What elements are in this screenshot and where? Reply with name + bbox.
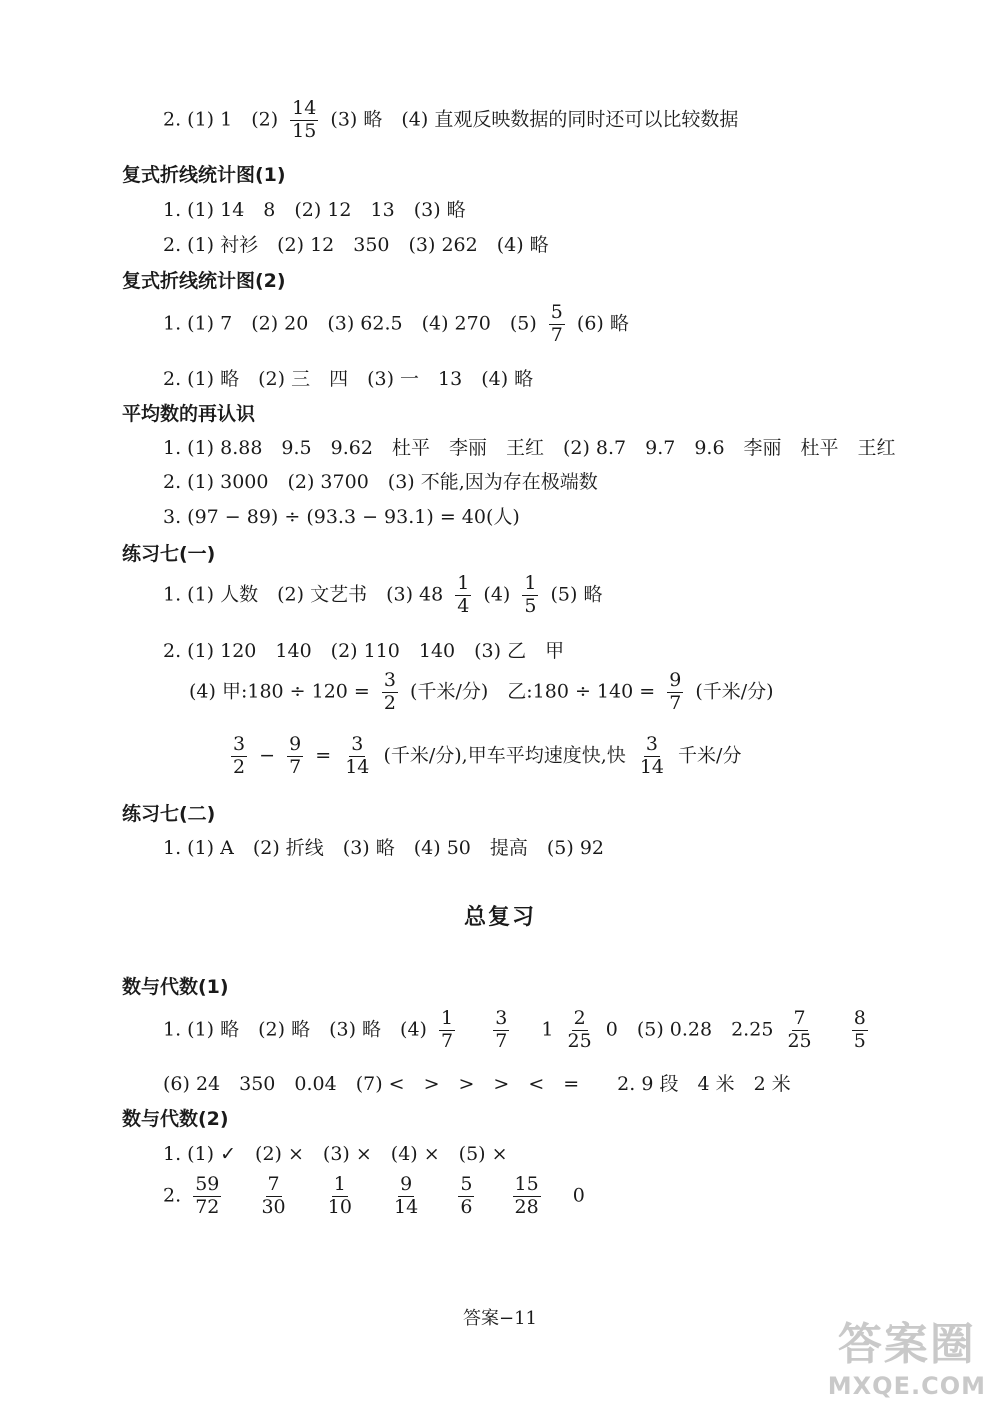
fraction: $\frac{2}{25}$ <box>567 1007 592 1052</box>
answer-line: 1. (1) A (2) 折线 (3) 略 (4) 50 提高 (5) 92 <box>163 837 605 859</box>
fraction: $\frac{9}{7}$ <box>669 669 682 714</box>
answer-line: 3. (97 − 89) ÷ (93.3 − 93.1) = 40(人) <box>163 506 520 528</box>
answer-line: 2. (1) 略 (2) 三 四 (3) 一 13 (4) 略 <box>163 368 534 390</box>
fraction: $\frac{3}{7}$ <box>495 1007 508 1052</box>
section-heading: 复式折线统计图(2) <box>122 270 286 292</box>
fraction: $\frac{5}{7}$ <box>550 301 563 346</box>
section-heading: 数与代数(2) <box>122 1108 229 1130</box>
fraction: $\frac{9}{14}$ <box>394 1173 419 1218</box>
fraction: $\frac{1}{10}$ <box>327 1173 352 1218</box>
page-title: 总复习 <box>463 905 536 930</box>
fraction: $\frac{59}{72}$ <box>195 1173 220 1218</box>
answer-line: $\frac{3}{2}$ − $\frac{9}{7}$ = $\frac{3}{14}$ (千米/分),甲车平均速度快,快 $\frac{3}{14}$ 千米/分 <box>233 733 742 778</box>
fraction: $\frac{5}{6}$ <box>460 1173 473 1218</box>
answer-line: 1. (1) 7 (2) 20 (3) 62.5 (4) 270 (5) $\frac{5}{7}$ (6) 略 <box>163 301 629 346</box>
section-heading: 练习七(一) <box>122 543 216 565</box>
fraction: $\frac{14}{15}$ <box>292 97 317 142</box>
answer-line-2-stats: 2. (1) 1 (2) $\frac{14}{15}$ (3) 略 (4) 直观反映数据的同时还可以比较数据 <box>163 97 739 142</box>
fraction: $\frac{3}{2}$ <box>233 733 246 778</box>
section-heading: 练习七(二) <box>122 803 216 825</box>
fraction: $\frac{8}{5}$ <box>853 1007 866 1052</box>
fraction: $\frac{3}{2}$ <box>383 669 396 714</box>
answer-line: 2. (1) 120 140 (2) 110 140 (3) 乙 甲 <box>163 640 565 662</box>
fraction: $\frac{9}{7}$ <box>289 733 302 778</box>
fraction: $\frac{3}{14}$ <box>639 733 664 778</box>
fraction: $\frac{3}{14}$ <box>345 733 370 778</box>
fraction: $\frac{1}{7}$ <box>441 1007 454 1052</box>
answer-line: 1. (1) 8.88 9.5 9.62 杜平 李丽 王红 (2) 8.7 9.7 9.6 李丽 杜平 王红 <box>163 437 896 459</box>
answer-line: 1. (1) 14 8 (2) 12 13 (3) 略 <box>163 199 466 221</box>
section-heading: 平均数的再认识 <box>122 403 256 425</box>
answer-line: 1. (1) 人数 (2) 文艺书 (3) 48 $\frac{1}{4}$ (4) $\frac{1}{5}$ (5) 略 <box>163 572 603 617</box>
answer-line: 1. (1) 略 (2) 略 (3) 略 (4) $\frac{1}{7}$ $\frac{3}{7}$ 1 $\frac{2}{25}$ 0 (5) 0.28 2.25 $\frac{7}{25}$ $\frac{8}{5}$ <box>163 1007 866 1052</box>
answer-line: (6) 24 350 0.04 (7) < > > > < = 2. 9 段 4 米 2 米 <box>163 1073 791 1095</box>
fraction: $\frac{7}{25}$ <box>787 1007 812 1052</box>
fraction: $\frac{1}{5}$ <box>524 572 537 617</box>
answer-line: 2. (1) 3000 (2) 3700 (3) 不能,因为存在极端数 <box>163 471 598 493</box>
section-heading: 数与代数(1) <box>122 976 229 998</box>
page-number: 答案−11 <box>463 1308 537 1329</box>
answer-line: (4) 甲:180 ÷ 120 = $\frac{3}{2}$ (千米/分) 乙:180 ÷ 140 = $\frac{9}{7}$ (千米/分) <box>189 669 774 714</box>
fraction: $\frac{15}{28}$ <box>514 1173 539 1218</box>
answer-line: 2. (1) 衬衫 (2) 12 350 (3) 262 (4) 略 <box>163 234 549 256</box>
section-heading: 复式折线统计图(1) <box>122 164 286 186</box>
fraction: $\frac{7}{30}$ <box>261 1173 286 1218</box>
watermark-logo: 答案圈 MXQE.COM <box>827 1319 986 1400</box>
answer-line: 1. (1) ✓ (2) × (3) × (4) × (5) × <box>163 1143 508 1165</box>
answer-line: 2. $\frac{59}{72}$ $\frac{7}{30}$ $\frac{1}{10}$ $\frac{9}{14}$ $\frac{5}{6}$ $\frac{15}{28}$ 0 <box>163 1173 585 1218</box>
fraction: $\frac{1}{4}$ <box>457 572 470 617</box>
